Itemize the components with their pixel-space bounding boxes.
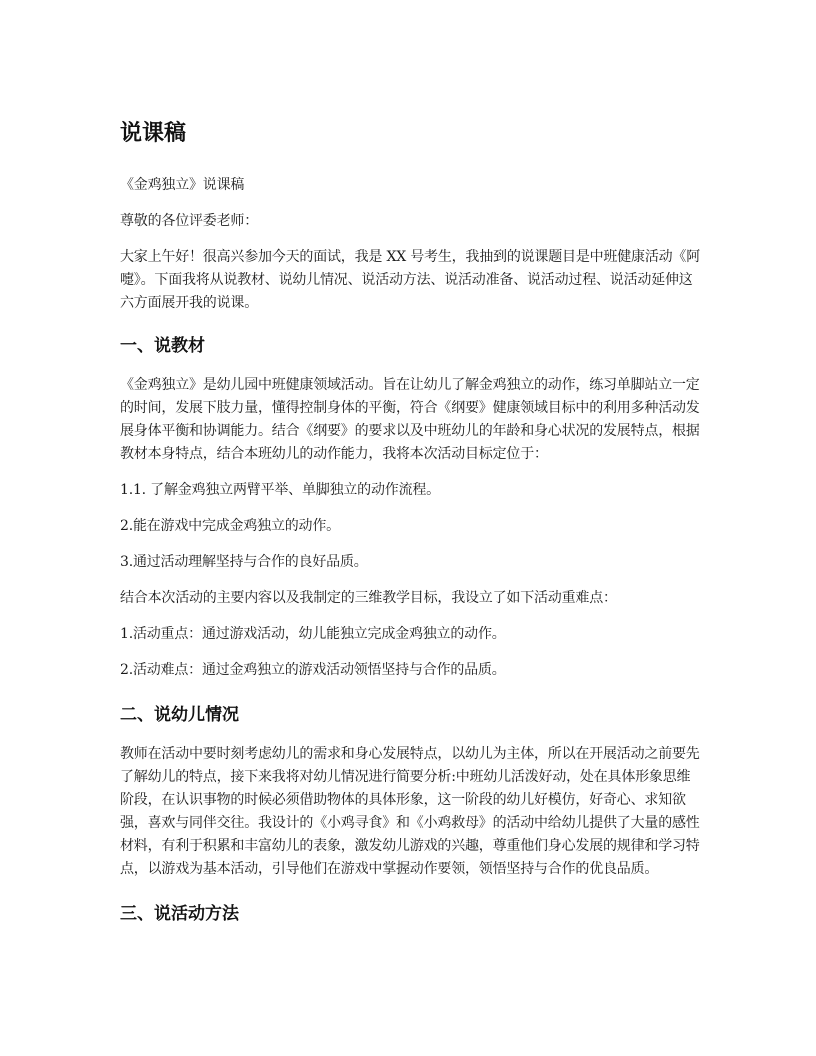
document-title: 说课稿 <box>120 121 187 146</box>
intro-paragraph: 大家上午好！很高兴参加今天的面试，我是 XX 号考生，我抽到的说课题目是中班健康活动《阿嚏》。下面我将从说教材、说幼儿情况、说活动方法、说活动准备、说活动过程、说活动延伸这六方面展开我的说课。 <box>120 249 701 311</box>
key-point-1: 1.活动重点：通过游戏活动，幼儿能独立完成金鸡独立的动作。 <box>120 626 506 642</box>
section-heading-children: 二、说幼儿情况 <box>120 705 239 725</box>
children-paragraph: 教师在活动中要时刻考虑幼儿的需求和身心发展特点，以幼儿为主体，所以在开展活动之前要先了解幼儿的特点，接下来我将对幼儿情况进行简要分析:中班幼儿活泼好动，处在具体形象思维阶段，在认识事物的时候必须借助物体的具体形象，这一阶段的幼儿好模仿，好奇心、求知欲强，喜欢与同伴交往。我设计的《小鸡寻食》和《小鸡救母》的活动中给幼儿提供了大量的感性材料，有利于积累和丰富幼儿的表象，激发幼儿游戏的兴趣，尊重他们身心发展的规律和学习特点，以游戏为基本活动，引导他们在游戏中掌握动作要领，领悟坚持与合作的优良品质。 <box>120 746 700 877</box>
key-point-2: 2.活动难点：通过金鸡独立的游戏活动领悟坚持与合作的品质。 <box>120 662 506 678</box>
section-heading-methods: 三、说活动方法 <box>120 904 239 924</box>
goal-item-3: 3.通过活动理解坚持与合作的良好品质。 <box>120 554 368 570</box>
goal-item-1: 1.1. 了解金鸡独立两臂平举、单脚独立的动作流程。 <box>120 482 440 498</box>
goal-item-2: 2.能在游戏中完成金鸡独立的动作。 <box>120 518 340 534</box>
lesson-subtitle: 《金鸡独立》说课稿 <box>120 177 245 193</box>
key-points-intro: 结合本次活动的主要内容以及我制定的三维教学目标，我设立了如下活动重难点： <box>120 590 617 606</box>
document-page <box>120 118 702 942</box>
section-heading-teaching-material: 一、说教材 <box>120 336 205 356</box>
greeting: 尊敬的各位评委老师： <box>120 213 258 229</box>
teaching-material-paragraph: 《金鸡独立》是幼儿园中班健康领域活动。旨在让幼儿了解金鸡独立的动作，练习单脚站立一定的时间，发展下肢力量，懂得控制身体的平衡，符合《纲要》健康领域目标中的利用多种活动发展身体平衡和协调能力。结合《纲要》的要求以及中班幼儿的年龄和身心状况的发展特点，根据教材本身特点，结合本班幼儿的动作能力，我将本次活动目标定位于： <box>120 377 700 462</box>
